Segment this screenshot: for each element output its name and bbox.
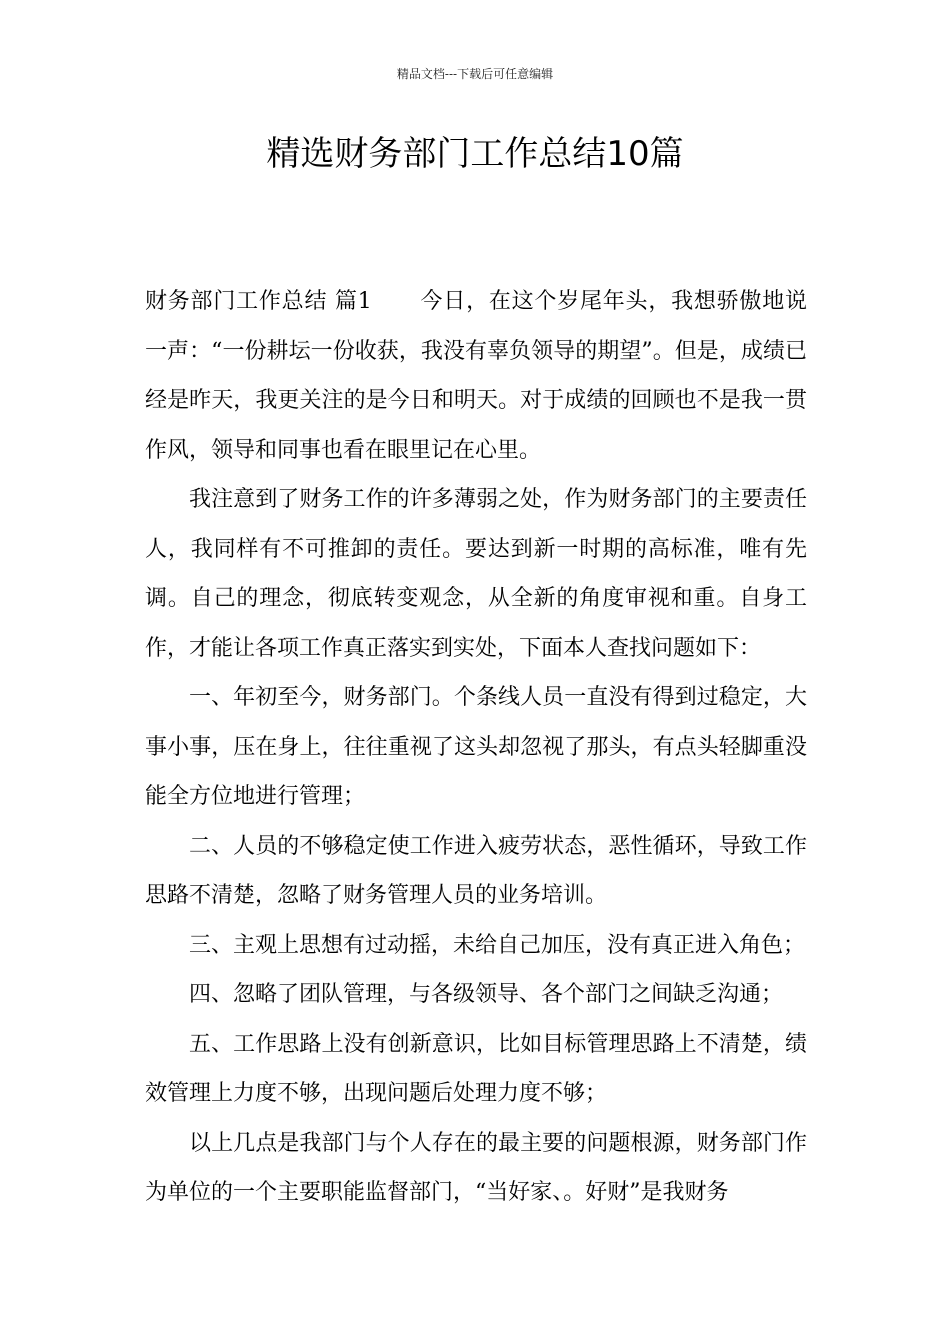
paragraph-1 bbox=[145, 277, 807, 475]
paragraph-5: 三、主观上思想有过动摇，未给自己加压，没有真正进入角色； bbox=[189, 932, 806, 958]
paragraph-6: 四、忽略了团队管理，与各级领导、各个部门之间缺乏沟通； bbox=[189, 982, 784, 1007]
document-title: 精选财务部门工作总结10篇 bbox=[266, 134, 684, 174]
paragraph-7: 五、工作思路上没有创新意识，比如目标管理思路上不清楚，绩效管理上力度不够，出现问题后处理力度不够； bbox=[145, 1031, 807, 1106]
section-label: 财务部门工作总结 篇1 bbox=[145, 289, 372, 314]
paragraph-1-text: 今日，在这个岁尾年头，我想骄傲地说一声：“一份耕坛一份收获，我没有辜负领导的期望”。但是，成绩已经是昨天，我更关注的是今日和明天。对于成绩的回顾也不是我一贯作风，领导和同事也看在眼里记在心里。 bbox=[145, 289, 807, 463]
header-note: 精品文档---下载后可任意编辑 bbox=[396, 67, 554, 81]
paragraph-4: 二、人员的不够稳定使工作进入疲劳状态，恶性循环，导致工作思路不清楚，忽略了财务管理人员的业务培训。 bbox=[145, 833, 807, 908]
paragraph-8: 以上几点是我部门与个人存在的最主要的问题根源，财务部门作为单位的一个主要职能监督部门，“当好家、。好财”是我财务 bbox=[145, 1130, 807, 1205]
document-body bbox=[145, 277, 807, 1218]
paragraph-2: 我注意到了财务工作的许多薄弱之处，作为财务部门的主要责任人，我同样有不可推卸的责任。要达到新一时期的高标准，唯有先调。自己的理念，彻底转变观念，从全新的角度审视和重。自身工作，才能让各项工作真正落实到实处，下面本人查找问题如下： bbox=[145, 487, 807, 661]
paragraph-3: 一、年初至今，财务部门。个条线人员一直没有得到过稳定，大事小事，压在身上，往往重视了这头却忽视了那头，有点头轻脚重没能全方位地进行管理； bbox=[145, 685, 807, 809]
